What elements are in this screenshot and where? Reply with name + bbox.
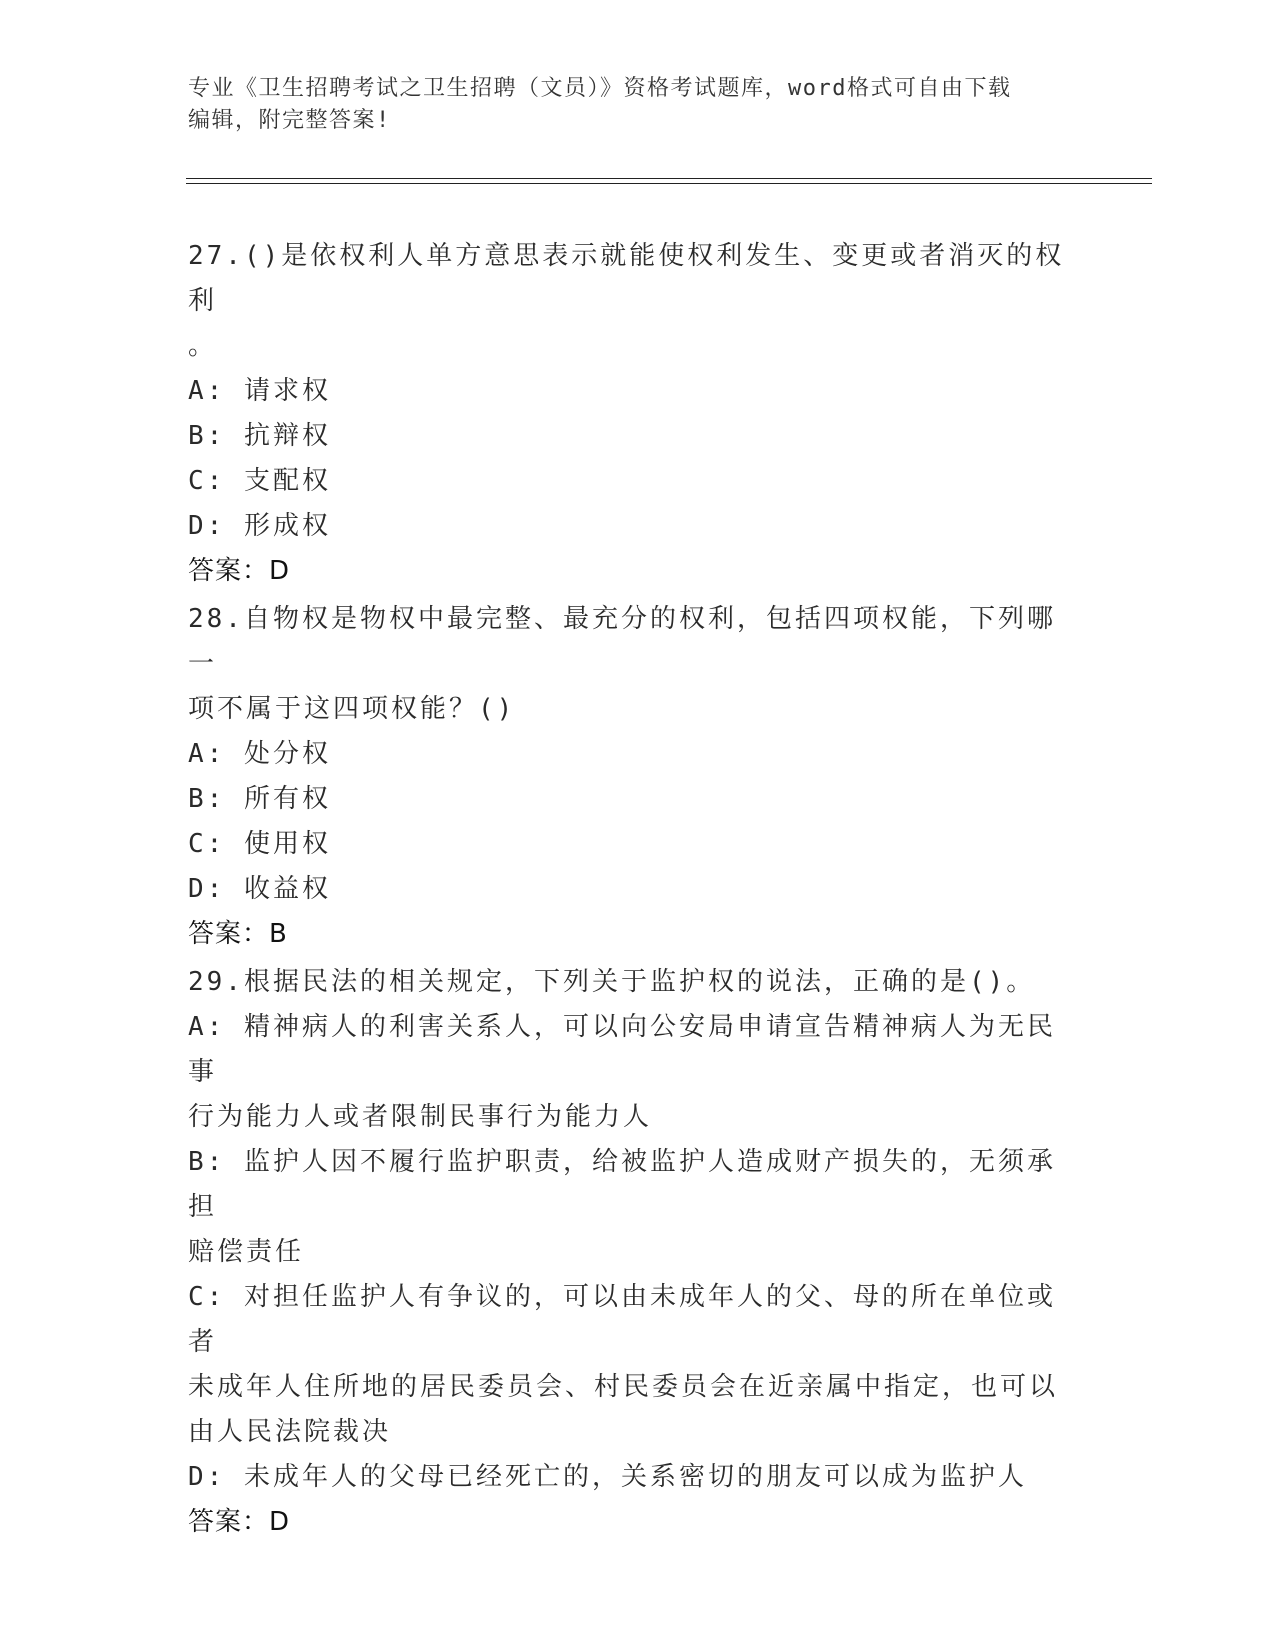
option-d: D: 收益权	[188, 874, 331, 904]
option-a: A: 请求权	[188, 376, 331, 406]
option-a: A: 处分权	[188, 739, 331, 769]
option-b: B: 监护人因不履行监护职责，给被监护人造成财产损失的，无须承担	[188, 1147, 1056, 1222]
option-a: A: 精神病人的利害关系人，可以向公安局申请宣告精神病人为无民事	[188, 1012, 1056, 1087]
header-divider-top	[186, 178, 1152, 179]
question-stem-line: 。	[188, 331, 218, 361]
option-c: C: 使用权	[188, 829, 331, 859]
option-c: C: 对担任监护人有争议的，可以由未成年人的父、母的所在单位或者	[188, 1282, 1056, 1357]
option-a-continued: 行为能力人或者限制民事行为能力人	[188, 1102, 653, 1132]
header-line-2: 编辑，附完整答案!	[188, 108, 391, 133]
question-28	[188, 597, 1068, 957]
option-c-continued: 由人民法院裁决	[188, 1417, 392, 1447]
option-c-continued: 未成年人住所地的居民委员会、村民委员会在近亲属中指定，也可以	[188, 1372, 1059, 1402]
option-b-continued: 赔偿责任	[188, 1237, 305, 1267]
question-stem-line: 27.()是依权利人单方意思表示就能使权利发生、变更或者消灭的权利	[188, 241, 1065, 316]
question-stem-line: 项不属于这四项权能？()	[188, 694, 516, 724]
document-header	[188, 73, 1068, 137]
question-29	[188, 960, 1068, 1545]
question-stem-line: 28.自物权是物权中最完整、最充分的权利，包括四项权能，下列哪一	[188, 604, 1056, 679]
answer-line: 答案：B	[188, 919, 288, 949]
question-stem-line: 29.根据民法的相关规定，下列关于监护权的说法，正确的是()。	[188, 967, 1036, 997]
question-27	[188, 234, 1068, 594]
header-divider-bottom	[186, 183, 1152, 184]
answer-line: 答案：D	[188, 556, 291, 586]
option-b: B: 抗辩权	[188, 421, 331, 451]
option-b: B: 所有权	[188, 784, 331, 814]
header-line-1: 专业《卫生招聘考试之卫生招聘（文员）》资格考试题库，word格式可自由下载	[188, 76, 1012, 101]
option-c: C: 支配权	[188, 466, 331, 496]
option-d: D: 未成年人的父母已经死亡的，关系密切的朋友可以成为监护人	[188, 1462, 1027, 1492]
answer-line: 答案：D	[188, 1507, 291, 1537]
option-d: D: 形成权	[188, 511, 331, 541]
